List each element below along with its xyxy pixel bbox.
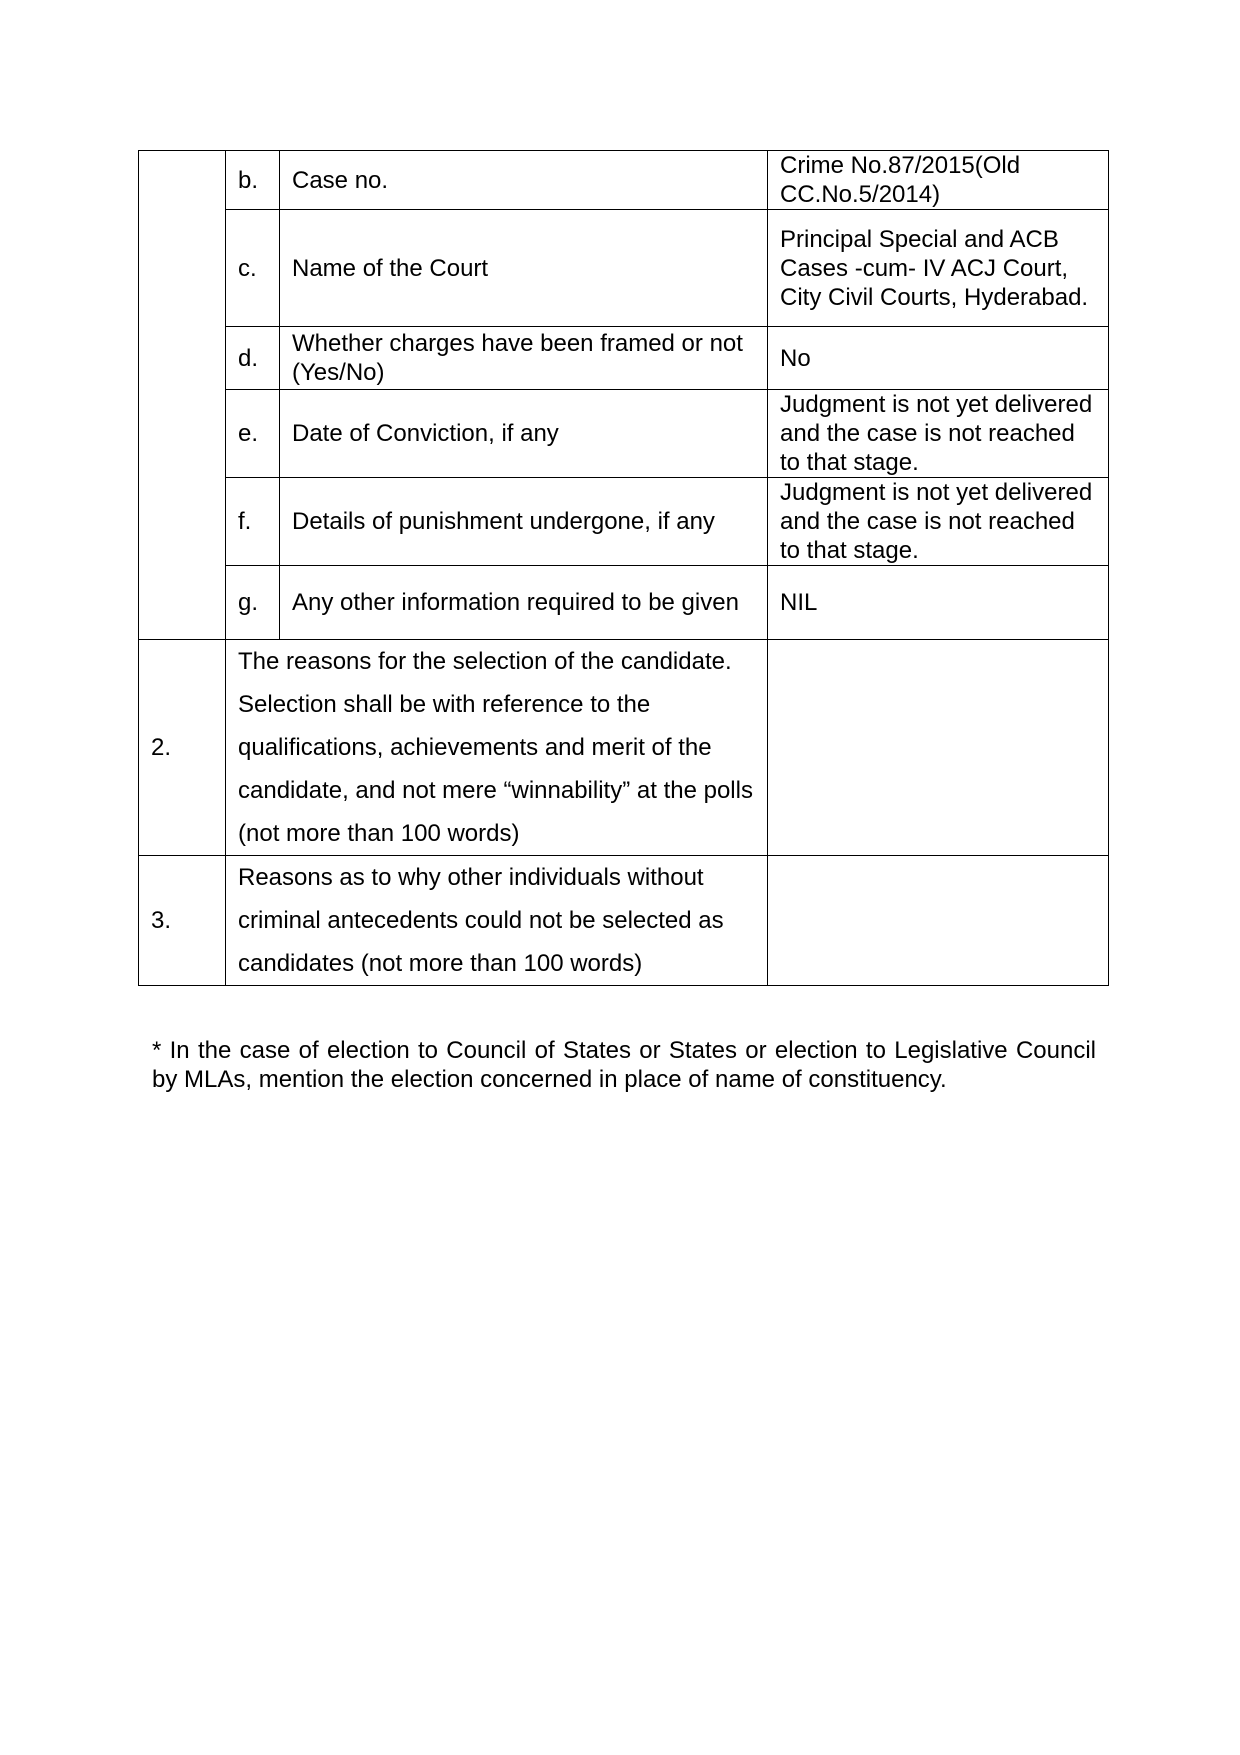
table-row-e	[139, 390, 1109, 478]
sub-item-letter: c.	[226, 210, 280, 327]
court-name-value: Principal Special and ACB Cases -cum- IV ACJ Court, City Civil Courts, Hyderabad.	[768, 210, 1109, 327]
table-row-2	[139, 640, 1109, 856]
punishment-details-value: Judgment is not yet delivered and the case is not reached to that stage.	[768, 478, 1109, 566]
footnote: * In the case of election to Council of States or States or election to Legislative Council by MLAs, mention the election concerned in place of name of constituency.	[152, 1037, 1096, 1093]
conviction-date-value: Judgment is not yet delivered and the case is not reached to that stage.	[768, 390, 1109, 478]
item-number-cell-empty	[139, 151, 226, 640]
other-individuals-reasons-label: Reasons as to why other individuals without criminal antecedents could not be selected as candidates (not more than 100 words)	[226, 856, 768, 986]
details-table	[138, 150, 1109, 986]
item-number: 3.	[139, 856, 226, 986]
other-information-value: NIL	[768, 566, 1109, 640]
sub-item-letter: g.	[226, 566, 280, 640]
case-number-value: Crime No.87/2015(Old CC.No.5/2014)	[768, 151, 1109, 210]
charges-framed-value: No	[768, 327, 1109, 390]
other-individuals-reasons-value	[768, 856, 1109, 986]
sub-item-letter: f.	[226, 478, 280, 566]
table-row-b	[139, 151, 1109, 210]
selection-reasons-label: The reasons for the selection of the candidate. Selection shall be with reference to the qualifications, achievements and merit of the candidate, and not mere “winnability” at the polls (not more than 100 words)	[226, 640, 768, 856]
table-row-g	[139, 566, 1109, 640]
table-row-c	[139, 210, 1109, 327]
sub-item-letter: d.	[226, 327, 280, 390]
table-row-f	[139, 478, 1109, 566]
item-number: 2.	[139, 640, 226, 856]
case-number-label: Case no.	[280, 151, 768, 210]
court-name-label: Name of the Court	[280, 210, 768, 327]
table-row-3	[139, 856, 1109, 986]
other-information-label: Any other information required to be given	[280, 566, 768, 640]
selection-reasons-value	[768, 640, 1109, 856]
conviction-date-label: Date of Conviction, if any	[280, 390, 768, 478]
charges-framed-label: Whether charges have been framed or not (Yes/No)	[280, 327, 768, 390]
table-row-d	[139, 327, 1109, 390]
punishment-details-label: Details of punishment undergone, if any	[280, 478, 768, 566]
sub-item-letter: b.	[226, 151, 280, 210]
sub-item-letter: e.	[226, 390, 280, 478]
